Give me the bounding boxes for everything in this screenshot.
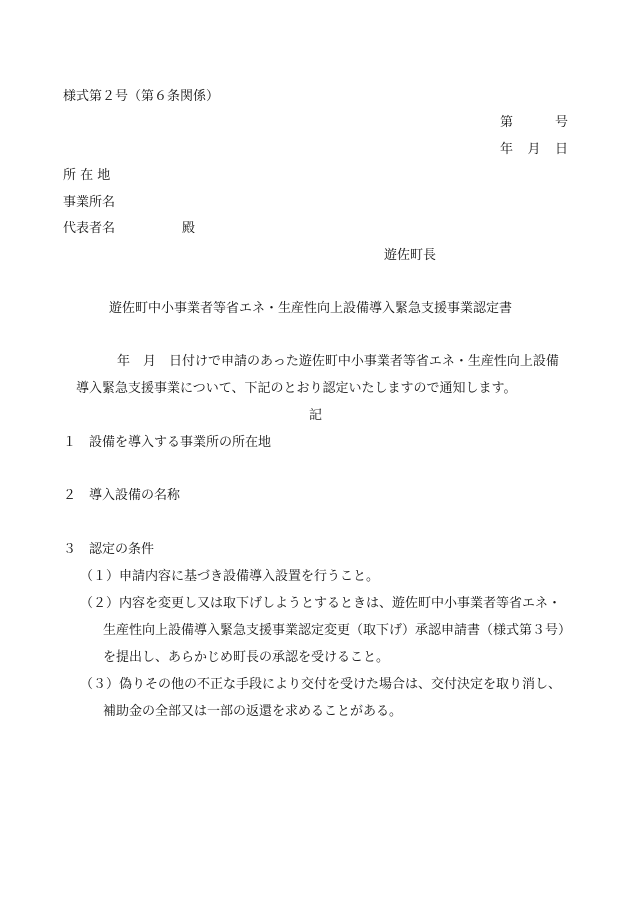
condition-3-line-2: 補助金の全部又は一部の返還を求めることがある。 [103,704,403,719]
issue-date [500,143,568,156]
form-label: 様式第２号（第６条関係） [63,89,220,104]
condition-3-line-1: （３）偽りその他の不正な手段により交付を受けた場合は、交付決定を取り消し、 [80,677,562,692]
issue-date-day: 日 [554,142,568,157]
issue-date-month: 月 [527,142,541,157]
address-label: 所 在 地 [63,168,111,183]
issuer-name: 遊佐町長 [384,248,437,263]
document-number-prefix: 第 [500,115,514,130]
document-title: 遊佐町中小事業者等省エネ・生産性向上設備導入緊急支援事業認定書 [109,301,513,316]
item-2-equipment-name: ２ 導入設備の名称 [63,488,181,503]
document-number-suffix: 号 [554,115,568,130]
body-line-2: 導入緊急支援事業について、下記のとおり認定いたしますので通知します。 [76,381,517,396]
issue-date-year: 年 [500,142,514,157]
condition-2-line-3: を提出し、あらかじめ町長の承認を受けること。 [103,650,390,665]
item-3-conditions: ３ 認定の条件 [63,542,155,557]
honorific: 殿 [182,221,196,236]
representative-label: 代表者名 [63,221,116,236]
condition-2-line-2: 生産性向上設備導入緊急支援事業認定変更（取下げ）承認申請書（様式第３号） [103,623,572,638]
item-1-facility-location: １ 設備を導入する事業所の所在地 [63,435,272,450]
ki-heading: 記 [309,408,323,423]
body-line-1: 年 月 日付けで申請のあった遊佐町中小事業者等省エネ・生産性向上設備 [117,354,559,369]
office-name-label: 事業所名 [63,195,116,210]
document-number [500,116,568,129]
condition-2-line-1: （２）内容を変更し又は取下げしようとするときは、遊佐町中小事業者等省エネ・ [80,596,562,611]
condition-1: （１）申請内容に基づき設備導入設置を行うこと。 [80,569,380,584]
